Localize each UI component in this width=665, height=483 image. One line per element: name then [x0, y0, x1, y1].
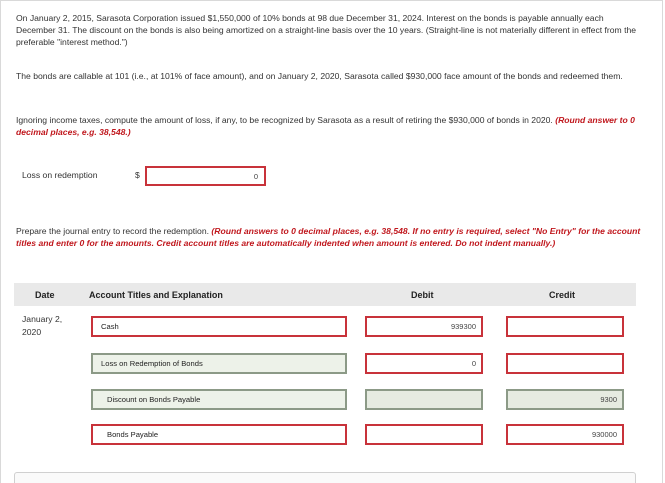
- debit-input-row-1[interactable]: [365, 316, 483, 337]
- next-section-box: [14, 472, 636, 483]
- problem-paragraph-2: The bonds are callable at 101 (i.e., at 101% of face amount), and on January 2, 2020, Sarasota called $930,000 face amount of the bonds and redeemed them.: [16, 71, 623, 81]
- loss-on-redemption-input[interactable]: [145, 166, 266, 186]
- header-credit: Credit: [549, 290, 576, 300]
- loss-on-redemption-label: Loss on redemption: [22, 170, 98, 180]
- entry-date: [22, 313, 62, 339]
- account-title-select-row-1[interactable]: Cash: [91, 316, 347, 337]
- journal-rounding-instruction: (Round answers to 0 decimal places, e.g. 38,548. If no entry is required, select "No Entry" for the account titles and enter 0 for the amounts. Credit account titles are automatically indented when amount is entered. Do not indent manually.): [16, 226, 641, 248]
- currency-symbol: $: [135, 170, 140, 180]
- header-account-titles: Account Titles and Explanation: [89, 290, 223, 300]
- header-debit: Debit: [411, 290, 434, 300]
- account-title-select-row-3[interactable]: Discount on Bonds Payable: [91, 389, 347, 410]
- credit-input-row-3[interactable]: [506, 389, 624, 410]
- journal-prompt-text: Prepare the journal entry to record the redemption.: [16, 226, 209, 236]
- debit-input-row-2[interactable]: [365, 353, 483, 374]
- credit-input-row-2[interactable]: [506, 353, 624, 374]
- problem-paragraph-1: On January 2, 2015, Sarasota Corporation issued $1,550,000 of 10% bonds at 98 due December 31, 2024. Interest on the bonds is payable annually each December 31. The discount on the bonds is also being amortized on a straight-line basis over the 10 years. (Straight-line is not materially different in effect from the preferable "interest method."): [16, 13, 637, 47]
- problem-paragraph-3: [16, 114, 641, 138]
- entry-date-line-1: January 2,: [22, 314, 63, 324]
- entry-date-line-2: 2020: [22, 327, 42, 337]
- debit-input-row-3[interactable]: [365, 389, 483, 410]
- problem-question-text: Ignoring income taxes, compute the amount of loss, if any, to be recognized by Sarasota as a result of retiring the $930,000 of bonds in 2020.: [16, 115, 553, 125]
- rounding-instruction: (Round answer to 0 decimal places, e.g. 38,548.): [16, 115, 635, 137]
- journal-instructions: [16, 225, 641, 249]
- debit-input-row-4[interactable]: [365, 424, 483, 445]
- account-title-select-row-4[interactable]: Bonds Payable: [91, 424, 347, 445]
- credit-input-row-1[interactable]: [506, 316, 624, 337]
- account-title-select-row-2[interactable]: Loss on Redemption of Bonds: [91, 353, 347, 374]
- header-date: Date: [35, 290, 55, 300]
- credit-input-row-4[interactable]: [506, 424, 624, 445]
